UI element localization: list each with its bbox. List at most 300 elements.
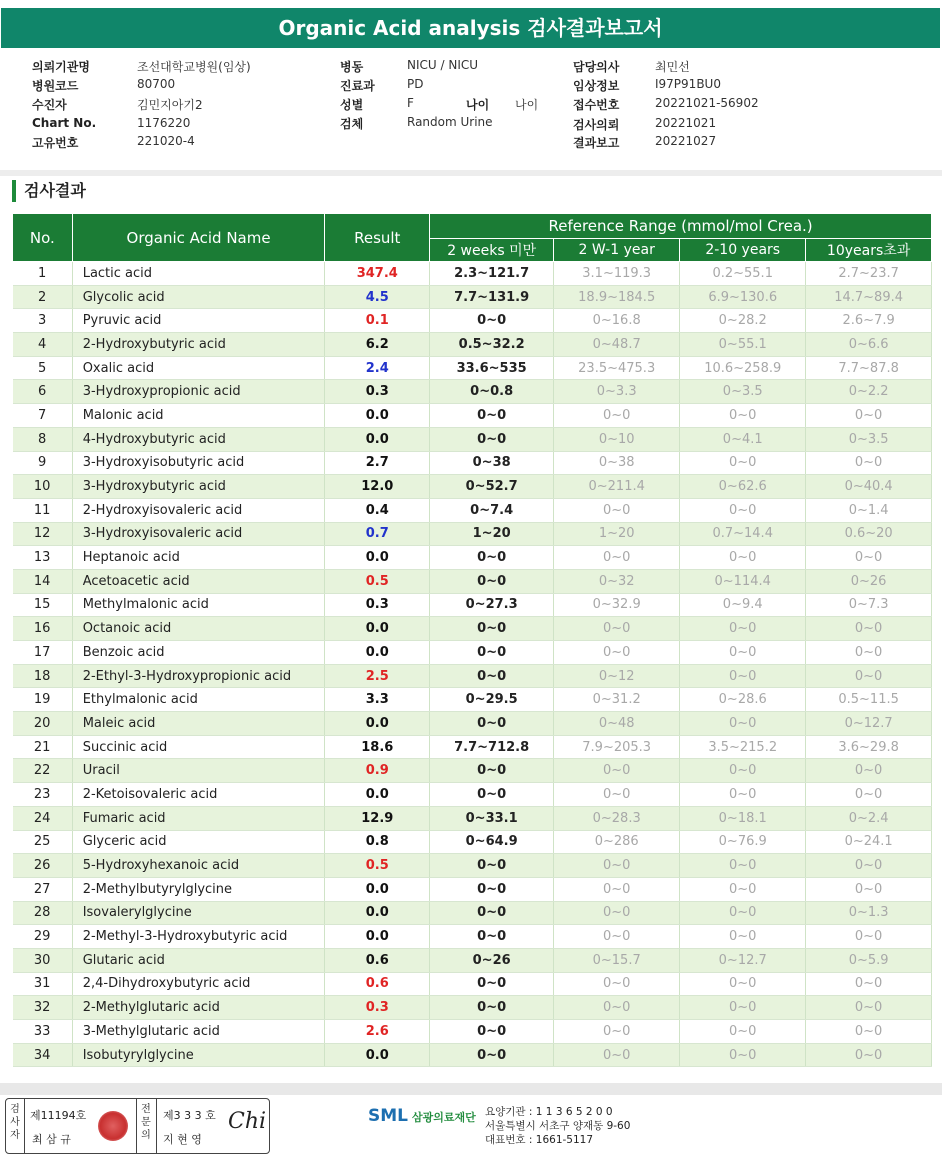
row-no: 5 bbox=[13, 356, 73, 380]
table-row bbox=[13, 522, 932, 546]
row-ref-10y: 0~0 bbox=[806, 451, 932, 475]
row-ref-2weeks: 0~29.5 bbox=[430, 688, 554, 712]
table-row bbox=[13, 498, 932, 522]
row-ref-10y: 0.5~11.5 bbox=[806, 688, 932, 712]
row-no: 19 bbox=[13, 688, 73, 712]
row-ref-10y: 0~0 bbox=[806, 877, 932, 901]
row-ref-10y: 0~5.9 bbox=[806, 948, 932, 972]
row-name: 3-Hydroxypropionic acid bbox=[72, 380, 325, 404]
row-name: 4-Hydroxybutyric acid bbox=[72, 427, 325, 451]
row-ref-2-10y: 0.7~14.4 bbox=[680, 522, 806, 546]
row-ref-2w1y: 0~0 bbox=[554, 498, 680, 522]
row-ref-2w1y: 0~32 bbox=[554, 569, 680, 593]
row-name: Glycolic acid bbox=[72, 285, 325, 309]
row-ref-2weeks: 0~0 bbox=[430, 901, 554, 925]
row-ref-2-10y: 0~28.6 bbox=[680, 688, 806, 712]
row-ref-2weeks: 0~0.8 bbox=[430, 380, 554, 404]
row-ref-2-10y: 0~0 bbox=[680, 641, 806, 665]
row-ref-2-10y: 0~0 bbox=[680, 404, 806, 428]
row-result: 0.4 bbox=[325, 498, 430, 522]
row-ref-10y: 0~24.1 bbox=[806, 830, 932, 854]
row-result: 2.6 bbox=[325, 1020, 430, 1044]
row-ref-2w1y: 0~0 bbox=[554, 925, 680, 949]
footer-divider bbox=[0, 1083, 942, 1095]
row-name: Fumaric acid bbox=[72, 806, 325, 830]
row-no: 16 bbox=[13, 617, 73, 641]
org-line1: 요양기관 : 1 1 3 6 5 2 0 0 bbox=[485, 1106, 613, 1118]
row-ref-2weeks: 0~0 bbox=[430, 972, 554, 996]
age-value: 나이 bbox=[515, 98, 539, 112]
row-no: 33 bbox=[13, 1020, 73, 1044]
table-row bbox=[13, 404, 932, 428]
table-row bbox=[13, 475, 932, 499]
row-ref-2weeks: 0~0 bbox=[430, 546, 554, 570]
table-row bbox=[13, 262, 932, 286]
row-ref-2w1y: 7.9~205.3 bbox=[554, 735, 680, 759]
row-ref-2-10y: 0~3.5 bbox=[680, 380, 806, 404]
row-ref-2weeks: 0.5~32.2 bbox=[430, 333, 554, 357]
inspector-label: 검사자 bbox=[10, 1104, 20, 1141]
row-ref-2weeks: 1~20 bbox=[430, 522, 554, 546]
row-ref-2-10y: 0~0 bbox=[680, 546, 806, 570]
row-result: 0.0 bbox=[325, 712, 430, 736]
row-ref-2weeks: 0~0 bbox=[430, 759, 554, 783]
row-no: 30 bbox=[13, 948, 73, 972]
row-no: 13 bbox=[13, 546, 73, 570]
row-ref-2w1y: 0~48 bbox=[554, 712, 680, 736]
row-ref-2weeks: 7.7~131.9 bbox=[430, 285, 554, 309]
report-label: 결과보고 bbox=[573, 136, 620, 150]
row-ref-10y: 0~3.5 bbox=[806, 427, 932, 451]
row-result: 0.7 bbox=[325, 522, 430, 546]
row-ref-2weeks: 0~0 bbox=[430, 641, 554, 665]
clinical-value: I97P91BU0 bbox=[655, 77, 721, 91]
row-ref-2weeks: 0~0 bbox=[430, 1020, 554, 1044]
row-ref-2-10y: 0~76.9 bbox=[680, 830, 806, 854]
row-result: 12.0 bbox=[325, 475, 430, 499]
row-name: 2-Ethyl-3-Hydroxypropionic acid bbox=[72, 664, 325, 688]
row-ref-2-10y: 0~0 bbox=[680, 1020, 806, 1044]
table-row bbox=[13, 356, 932, 380]
row-no: 32 bbox=[13, 996, 73, 1020]
row-name: 3-Methylglutaric acid bbox=[72, 1020, 325, 1044]
table-row bbox=[13, 783, 932, 807]
row-result: 6.2 bbox=[325, 333, 430, 357]
table-row bbox=[13, 451, 932, 475]
ward-value: NICU / NICU bbox=[407, 58, 479, 72]
table-row bbox=[13, 901, 932, 925]
org-name: 삼광의료재단 bbox=[412, 1111, 476, 1124]
row-no: 20 bbox=[13, 712, 73, 736]
row-ref-10y: 2.6~7.9 bbox=[806, 309, 932, 333]
row-ref-2w1y: 0~0 bbox=[554, 617, 680, 641]
table-row bbox=[13, 285, 932, 309]
row-ref-2weeks: 0~0 bbox=[430, 712, 554, 736]
row-ref-2w1y: 18.9~184.5 bbox=[554, 285, 680, 309]
row-ref-2weeks: 0~64.9 bbox=[430, 830, 554, 854]
row-result: 0.3 bbox=[325, 593, 430, 617]
row-no: 26 bbox=[13, 854, 73, 878]
row-ref-2w1y: 0~12 bbox=[554, 664, 680, 688]
row-ref-2-10y: 0~0 bbox=[680, 925, 806, 949]
dept-value: PD bbox=[407, 77, 424, 91]
row-ref-2w1y: 3.1~119.3 bbox=[554, 262, 680, 286]
row-ref-2-10y: 0~0 bbox=[680, 854, 806, 878]
row-ref-2w1y: 0~15.7 bbox=[554, 948, 680, 972]
row-ref-2-10y: 0~0 bbox=[680, 996, 806, 1020]
row-name: Isovalerylglycine bbox=[72, 901, 325, 925]
uid-label: 고유번호 bbox=[32, 136, 79, 150]
ward-label: 병동 bbox=[340, 60, 364, 74]
row-ref-2weeks: 0~27.3 bbox=[430, 593, 554, 617]
row-ref-10y: 3.6~29.8 bbox=[806, 735, 932, 759]
row-result: 4.5 bbox=[325, 285, 430, 309]
row-ref-2-10y: 0~18.1 bbox=[680, 806, 806, 830]
row-no: 29 bbox=[13, 925, 73, 949]
row-no: 28 bbox=[13, 901, 73, 925]
row-ref-2w1y: 0~28.3 bbox=[554, 806, 680, 830]
table-row bbox=[13, 333, 932, 357]
col-ref-2-10y: 2-10 years bbox=[680, 239, 806, 262]
row-no: 3 bbox=[13, 309, 73, 333]
row-no: 11 bbox=[13, 498, 73, 522]
row-no: 23 bbox=[13, 783, 73, 807]
receipt-label: 접수번호 bbox=[573, 98, 620, 112]
row-result: 12.9 bbox=[325, 806, 430, 830]
row-no: 17 bbox=[13, 641, 73, 665]
row-ref-10y: 0~0 bbox=[806, 617, 932, 641]
row-ref-2w1y: 0~0 bbox=[554, 854, 680, 878]
row-ref-2weeks: 0~0 bbox=[430, 404, 554, 428]
row-ref-2weeks: 0~26 bbox=[430, 948, 554, 972]
row-ref-2weeks: 0~0 bbox=[430, 569, 554, 593]
row-ref-2w1y: 0~0 bbox=[554, 996, 680, 1020]
row-ref-2w1y: 0~0 bbox=[554, 641, 680, 665]
row-result: 0.0 bbox=[325, 427, 430, 451]
row-ref-2-10y: 0~114.4 bbox=[680, 569, 806, 593]
row-name: Glutaric acid bbox=[72, 948, 325, 972]
section-title: 검사결과 bbox=[12, 180, 86, 202]
chart-value: 1176220 bbox=[137, 116, 191, 130]
results-table bbox=[12, 213, 932, 1067]
clinical-label: 임상정보 bbox=[573, 79, 620, 93]
signature-box bbox=[5, 1098, 270, 1154]
row-ref-2weeks: 0~0 bbox=[430, 996, 554, 1020]
row-result: 0.1 bbox=[325, 309, 430, 333]
row-ref-2-10y: 0~0 bbox=[680, 664, 806, 688]
row-ref-2-10y: 0~55.1 bbox=[680, 333, 806, 357]
table-row bbox=[13, 712, 932, 736]
specialist-no: 제3 3 3 호 bbox=[163, 1109, 216, 1122]
table-row bbox=[13, 664, 932, 688]
row-ref-10y: 0~0 bbox=[806, 854, 932, 878]
row-result: 0.5 bbox=[325, 854, 430, 878]
row-result: 347.4 bbox=[325, 262, 430, 286]
table-row bbox=[13, 380, 932, 404]
row-ref-2-10y: 0~9.4 bbox=[680, 593, 806, 617]
table-row bbox=[13, 925, 932, 949]
row-ref-2weeks: 0~52.7 bbox=[430, 475, 554, 499]
row-name: 3-Hydroxybutyric acid bbox=[72, 475, 325, 499]
specialist-name: 지 현 영 bbox=[163, 1133, 202, 1146]
row-ref-2w1y: 0~0 bbox=[554, 972, 680, 996]
inspector-no: 제11194호 bbox=[30, 1109, 87, 1122]
table-row bbox=[13, 735, 932, 759]
row-name: Lactic acid bbox=[72, 262, 325, 286]
row-ref-2w1y: 0~3.3 bbox=[554, 380, 680, 404]
row-ref-2-10y: 0~0 bbox=[680, 759, 806, 783]
row-ref-10y: 7.7~87.8 bbox=[806, 356, 932, 380]
table-row bbox=[13, 593, 932, 617]
row-ref-10y: 0~0 bbox=[806, 925, 932, 949]
row-no: 7 bbox=[13, 404, 73, 428]
table-row bbox=[13, 948, 932, 972]
row-ref-10y: 0~2.4 bbox=[806, 806, 932, 830]
row-ref-10y: 2.7~23.7 bbox=[806, 262, 932, 286]
signature-icon: Chi bbox=[228, 1109, 267, 1134]
row-ref-10y: 0~0 bbox=[806, 1020, 932, 1044]
row-name: 5-Hydroxyhexanoic acid bbox=[72, 854, 325, 878]
row-ref-2w1y: 23.5~475.3 bbox=[554, 356, 680, 380]
row-name: Succinic acid bbox=[72, 735, 325, 759]
row-ref-2-10y: 0~0 bbox=[680, 617, 806, 641]
table-row bbox=[13, 830, 932, 854]
row-ref-2-10y: 0~0 bbox=[680, 712, 806, 736]
sex-label: 성별 bbox=[340, 98, 364, 112]
row-ref-2weeks: 0~0 bbox=[430, 427, 554, 451]
row-name: Acetoacetic acid bbox=[72, 569, 325, 593]
inspector-name: 최 삼 규 bbox=[32, 1133, 71, 1146]
row-name: 3-Hydroxyisovaleric acid bbox=[72, 522, 325, 546]
row-result: 0.0 bbox=[325, 546, 430, 570]
report-value: 20221027 bbox=[655, 134, 717, 148]
table-row bbox=[13, 877, 932, 901]
row-no: 10 bbox=[13, 475, 73, 499]
col-ref-10y: 10years초과 bbox=[806, 239, 932, 262]
row-ref-2-10y: 0~0 bbox=[680, 451, 806, 475]
row-ref-2w1y: 0~286 bbox=[554, 830, 680, 854]
row-ref-10y: 0~1.3 bbox=[806, 901, 932, 925]
row-ref-2w1y: 0~31.2 bbox=[554, 688, 680, 712]
row-ref-2w1y: 0~38 bbox=[554, 451, 680, 475]
table-row bbox=[13, 1020, 932, 1044]
row-ref-10y: 0~0 bbox=[806, 641, 932, 665]
row-result: 0.0 bbox=[325, 617, 430, 641]
row-result: 0.8 bbox=[325, 830, 430, 854]
hospital-value: 조선대학교병원(임상) bbox=[137, 60, 251, 74]
row-ref-2weeks: 0~0 bbox=[430, 925, 554, 949]
request-label: 검사의뢰 bbox=[573, 118, 620, 132]
row-ref-10y: 0~0 bbox=[806, 664, 932, 688]
row-no: 21 bbox=[13, 735, 73, 759]
table-row bbox=[13, 996, 932, 1020]
report-title: Organic Acid analysis 검사결과보고서 bbox=[1, 8, 940, 48]
row-ref-10y: 0.6~20 bbox=[806, 522, 932, 546]
row-ref-2-10y: 0~0 bbox=[680, 1043, 806, 1067]
row-ref-2-10y: 0~12.7 bbox=[680, 948, 806, 972]
row-ref-2weeks: 0~0 bbox=[430, 783, 554, 807]
row-name: Uracil bbox=[72, 759, 325, 783]
row-ref-2w1y: 0~0 bbox=[554, 1043, 680, 1067]
row-no: 25 bbox=[13, 830, 73, 854]
row-ref-10y: 0~2.2 bbox=[806, 380, 932, 404]
row-result: 0.0 bbox=[325, 901, 430, 925]
row-ref-2-10y: 0~0 bbox=[680, 877, 806, 901]
row-ref-2-10y: 0~0 bbox=[680, 498, 806, 522]
row-ref-2w1y: 0~211.4 bbox=[554, 475, 680, 499]
row-ref-2w1y: 0~0 bbox=[554, 1020, 680, 1044]
row-name: 2-Methylbutyrylglycine bbox=[72, 877, 325, 901]
row-name: 3-Hydroxyisobutyric acid bbox=[72, 451, 325, 475]
row-ref-2w1y: 0~0 bbox=[554, 404, 680, 428]
row-result: 0.0 bbox=[325, 925, 430, 949]
table-row bbox=[13, 569, 932, 593]
row-ref-10y: 0~0 bbox=[806, 1043, 932, 1067]
uid-value: 221020-4 bbox=[137, 134, 195, 148]
row-ref-10y: 0~0 bbox=[806, 404, 932, 428]
row-name: 2-Ketoisovaleric acid bbox=[72, 783, 325, 807]
row-no: 1 bbox=[13, 262, 73, 286]
row-ref-2weeks: 0~0 bbox=[430, 309, 554, 333]
row-no: 18 bbox=[13, 664, 73, 688]
table-row bbox=[13, 309, 932, 333]
row-result: 0.0 bbox=[325, 641, 430, 665]
row-no: 9 bbox=[13, 451, 73, 475]
row-name: Pyruvic acid bbox=[72, 309, 325, 333]
row-name: 2-Hydroxybutyric acid bbox=[72, 333, 325, 357]
table-row bbox=[13, 1043, 932, 1067]
row-ref-10y: 0~0 bbox=[806, 783, 932, 807]
row-ref-10y: 0~0 bbox=[806, 759, 932, 783]
divider bbox=[0, 170, 942, 176]
row-result: 0.0 bbox=[325, 404, 430, 428]
row-result: 0.0 bbox=[325, 1043, 430, 1067]
row-ref-2-10y: 0.2~55.1 bbox=[680, 262, 806, 286]
row-name: 2-Hydroxyisovaleric acid bbox=[72, 498, 325, 522]
row-result: 2.5 bbox=[325, 664, 430, 688]
table-row bbox=[13, 806, 932, 830]
row-ref-2-10y: 3.5~215.2 bbox=[680, 735, 806, 759]
row-ref-2-10y: 0~4.1 bbox=[680, 427, 806, 451]
row-ref-10y: 0~1.4 bbox=[806, 498, 932, 522]
receipt-value: 20221021-56902 bbox=[655, 96, 759, 110]
row-ref-2-10y: 0~0 bbox=[680, 901, 806, 925]
row-result: 0.3 bbox=[325, 380, 430, 404]
row-ref-10y: 0~40.4 bbox=[806, 475, 932, 499]
specimen-label: 검체 bbox=[340, 117, 364, 131]
row-ref-10y: 0~26 bbox=[806, 569, 932, 593]
row-ref-2w1y: 0~0 bbox=[554, 759, 680, 783]
row-ref-2weeks: 0~0 bbox=[430, 854, 554, 878]
table-row bbox=[13, 688, 932, 712]
row-ref-2weeks: 0~0 bbox=[430, 1043, 554, 1067]
doctor-value: 최민선 bbox=[655, 60, 690, 74]
org-logo bbox=[368, 1106, 476, 1126]
seal-icon bbox=[98, 1111, 128, 1141]
code-label: 병원코드 bbox=[32, 79, 79, 93]
row-result: 0.9 bbox=[325, 759, 430, 783]
col-name: Organic Acid Name bbox=[72, 214, 325, 262]
row-ref-2w1y: 0~48.7 bbox=[554, 333, 680, 357]
row-ref-2weeks: 33.6~535 bbox=[430, 356, 554, 380]
row-ref-10y: 0~0 bbox=[806, 996, 932, 1020]
row-no: 22 bbox=[13, 759, 73, 783]
row-no: 14 bbox=[13, 569, 73, 593]
row-no: 24 bbox=[13, 806, 73, 830]
specimen-value: Random Urine bbox=[407, 115, 493, 129]
org-line3: 대표번호 : 1661-5117 bbox=[485, 1134, 594, 1146]
row-result: 2.7 bbox=[325, 451, 430, 475]
row-result: 2.4 bbox=[325, 356, 430, 380]
table-row bbox=[13, 972, 932, 996]
logo-text: SML bbox=[368, 1106, 408, 1126]
patient-info bbox=[0, 55, 942, 170]
patient-label: 수진자 bbox=[32, 98, 67, 112]
row-ref-2weeks: 0~33.1 bbox=[430, 806, 554, 830]
row-name: 2,4-Dihydroxybutyric acid bbox=[72, 972, 325, 996]
row-ref-10y: 0~6.6 bbox=[806, 333, 932, 357]
table-row bbox=[13, 617, 932, 641]
row-no: 4 bbox=[13, 333, 73, 357]
row-no: 15 bbox=[13, 593, 73, 617]
row-name: Benzoic acid bbox=[72, 641, 325, 665]
doctor-label: 담당의사 bbox=[573, 60, 620, 74]
row-ref-2weeks: 0~38 bbox=[430, 451, 554, 475]
row-name: Maleic acid bbox=[72, 712, 325, 736]
dept-label: 진료과 bbox=[340, 79, 375, 93]
row-result: 0.0 bbox=[325, 877, 430, 901]
col-ref-2weeks: 2 weeks 미만 bbox=[430, 239, 554, 262]
row-result: 0.3 bbox=[325, 996, 430, 1020]
row-name: Methylmalonic acid bbox=[72, 593, 325, 617]
row-ref-2-10y: 0~28.2 bbox=[680, 309, 806, 333]
row-result: 0.6 bbox=[325, 972, 430, 996]
row-ref-2w1y: 1~20 bbox=[554, 522, 680, 546]
chart-label: Chart No. bbox=[32, 116, 97, 130]
age-label: 나이 bbox=[466, 98, 490, 112]
row-name: Oxalic acid bbox=[72, 356, 325, 380]
patient-value: 김민지아기2 bbox=[137, 98, 203, 112]
row-ref-2-10y: 10.6~258.9 bbox=[680, 356, 806, 380]
row-name: Isobutyrylglycine bbox=[72, 1043, 325, 1067]
specialist-label: 전문의 bbox=[141, 1104, 151, 1141]
row-ref-2w1y: 0~0 bbox=[554, 783, 680, 807]
row-ref-2-10y: 6.9~130.6 bbox=[680, 285, 806, 309]
row-name: Ethylmalonic acid bbox=[72, 688, 325, 712]
row-ref-2w1y: 0~16.8 bbox=[554, 309, 680, 333]
row-result: 0.5 bbox=[325, 569, 430, 593]
row-result: 18.6 bbox=[325, 735, 430, 759]
row-ref-2weeks: 2.3~121.7 bbox=[430, 262, 554, 286]
row-ref-10y: 0~7.3 bbox=[806, 593, 932, 617]
org-line2: 서울특별시 서초구 양재동 9-60 bbox=[485, 1120, 631, 1132]
row-ref-10y: 0~0 bbox=[806, 972, 932, 996]
row-name: 2-Methyl-3-Hydroxybutyric acid bbox=[72, 925, 325, 949]
row-no: 34 bbox=[13, 1043, 73, 1067]
row-ref-2weeks: 0~0 bbox=[430, 617, 554, 641]
col-no: No. bbox=[13, 214, 73, 262]
row-ref-2-10y: 0~62.6 bbox=[680, 475, 806, 499]
row-result: 0.6 bbox=[325, 948, 430, 972]
row-ref-2w1y: 0~0 bbox=[554, 901, 680, 925]
row-no: 12 bbox=[13, 522, 73, 546]
table-row bbox=[13, 641, 932, 665]
sex-value: F bbox=[407, 96, 414, 110]
row-result: 0.0 bbox=[325, 783, 430, 807]
row-ref-2w1y: 0~0 bbox=[554, 877, 680, 901]
table-row bbox=[13, 854, 932, 878]
row-no: 8 bbox=[13, 427, 73, 451]
